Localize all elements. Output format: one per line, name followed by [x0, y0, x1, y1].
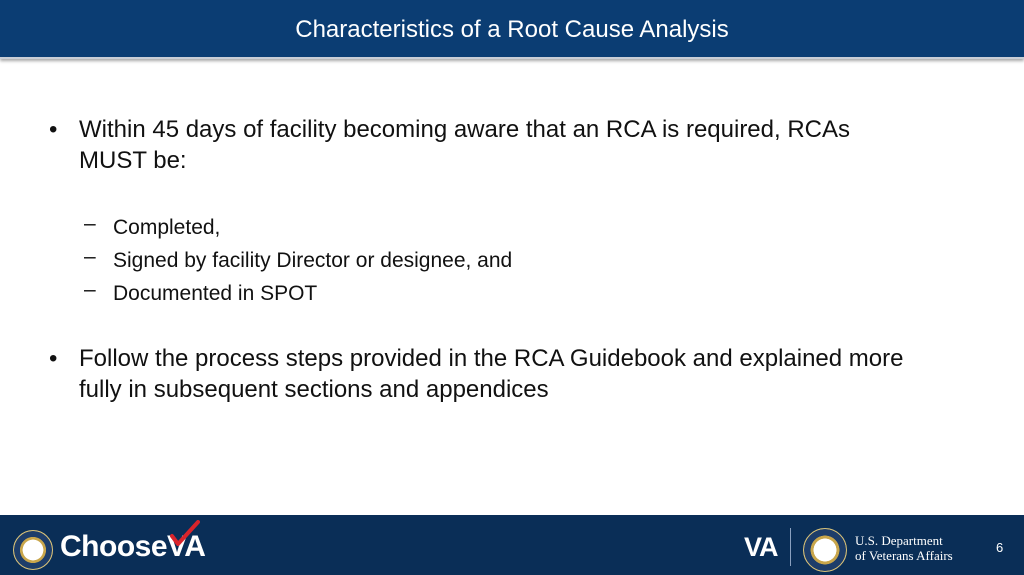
- bullet-2-line-2: fully in subsequent sections and appendices: [79, 376, 549, 403]
- sub-item-completed: [84, 212, 813, 241]
- bullet-item-2: [49, 343, 979, 405]
- dash-marker: –: [84, 245, 96, 268]
- department-line-1: U.S. Department: [855, 533, 943, 548]
- va-mark: VA: [744, 532, 778, 562]
- va-seal-icon: [803, 528, 847, 572]
- slide-title: Characteristics of a Root Cause Analysis: [295, 16, 729, 43]
- bullet-item-1: [49, 114, 979, 176]
- page-number: 6: [996, 540, 1004, 555]
- choose-logo-va: VA: [167, 530, 206, 563]
- dash-marker: –: [84, 278, 96, 301]
- department-line-2: of Veterans Affairs: [855, 548, 953, 563]
- footer-divider: [790, 528, 791, 566]
- sub-item-label: Completed,: [113, 216, 221, 239]
- bullet-1-line-2: MUST be:: [79, 147, 187, 174]
- choose-logo-text: Choose: [60, 530, 168, 563]
- bullet-dot: •: [49, 116, 58, 143]
- bullet-1-line-1: Within 45 days of facility becoming aware that an RCA is required, RCAs: [79, 116, 851, 143]
- dash-marker: –: [84, 212, 96, 235]
- checkmark-icon: [170, 520, 200, 546]
- bullet-2-line-1: Follow the process steps provided in the RCA Guidebook and explained more: [79, 345, 904, 372]
- sub-item-label: Signed by facility Director or designee, and: [113, 249, 513, 272]
- sub-item-signed: [84, 245, 813, 274]
- sub-item-label: Documented in SPOT: [113, 282, 318, 305]
- sub-item-documented: [84, 278, 813, 307]
- department-name: [855, 533, 953, 563]
- va-seal-icon: [13, 530, 53, 570]
- bullet-dot: •: [49, 345, 58, 372]
